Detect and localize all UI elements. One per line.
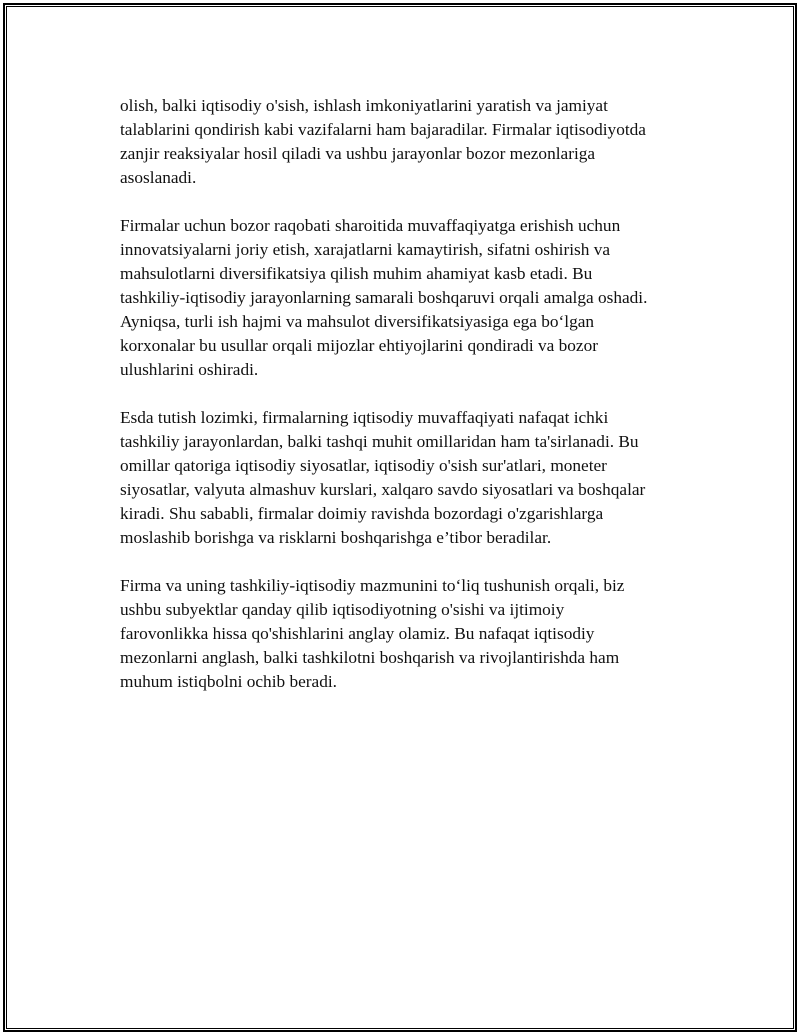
paragraph-1: olish, balki iqtisodiy o'sish, ishlash imkoniyatlarini yaratish va jamiyat talablarini qondirish kabi vazifalarni ham bajaradilar. Firmalar iqtisodiyotda zanjir reaksiyalar hosil qiladi va ushbu jarayonlar bozor mezonlariga asoslanadi. [120, 96, 646, 187]
paragraph-2: Firmalar uchun bozor raqobati sharoitida muvaffaqiyatga erishish uchun innovatsiyalarni joriy etish, xarajatlarni kamaytirish, sifatni oshirish va mahsulotlarni diversifikatsiya qilish muhim ahamiyat kasb etadi. Bu tashkiliy-iqtisodiy jarayonlarning samarali boshqaruvi orqali amalga oshadi. Ayniqsa, turli ish hajmi va mahsulot diversifikatsiyasiga ega bo‘lgan korxonalar bu usullar orqali mijozlar ehtiyojlarini qondiradi va bozor ulushlarini oshiradi. [120, 216, 648, 379]
document-body [120, 94, 690, 718]
paragraph-3: Esda tutish lozimki, firmalarning iqtisodiy muvaffaqiyati nafaqat ichki tashkiliy jarayonlardan, balki tashqi muhit omillaridan ham ta'sirlanadi. Bu omillar qatoriga iqtisodiy siyosatlar, iqtisodiy o'sish sur'atlari, moneter siyosatlar, valyuta almashuv kurslari, xalqaro savdo siyosatlari va boshqalar kiradi. Shu sababli, firmalar doimiy ravishda bozordagi o'zgarishlarga moslashib borishga va risklarni boshqarishga e’tibor beradilar. [120, 408, 646, 547]
page-frame [3, 3, 797, 1032]
paragraph-4: Firma va uning tashkiliy-iqtisodiy mazmunini to‘liq tushunish orqali, biz ushbu subyektlar qanday qilib iqtisodiyotning o'sishi va ijtimoiy farovonlikka hissa qo'shishlarini anglay olamiz. Bu nafaqat iqtisodiy mezonlarni anglash, balki tashkilotni boshqarish va rivojlantirishda ham muhum istiqbolni ochib beradi. [120, 576, 625, 691]
